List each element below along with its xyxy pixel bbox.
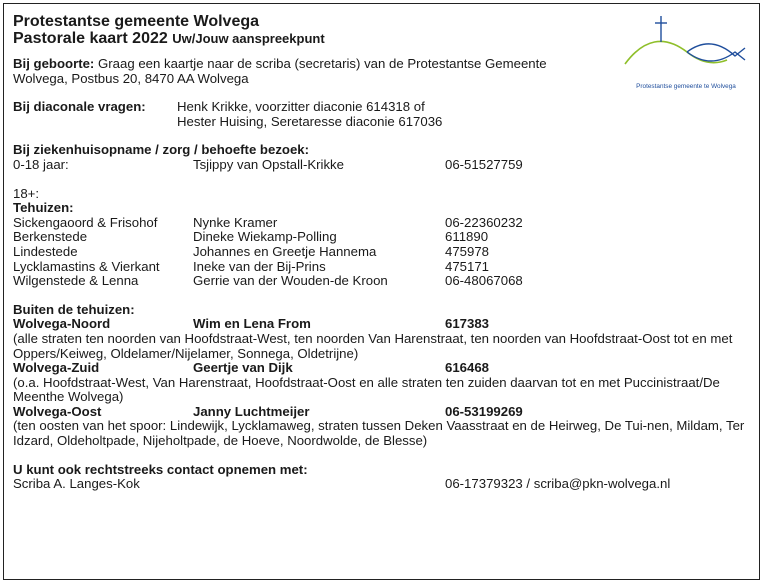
ziekenhuis-label: Bij ziekenhuisopname / zorg / behoefte bezoek: (13, 142, 310, 158)
table-row (13, 216, 750, 231)
pastoral-card (3, 3, 760, 580)
diaconaal-section (13, 100, 750, 129)
contact-name: Ineke van der Bij-Prins (193, 258, 326, 274)
area: Wolvega-Oost (13, 403, 102, 419)
logo-text: Protestantse gemeente te Wolvega (636, 83, 736, 90)
area-row (13, 361, 750, 376)
area: Wolvega-Noord (13, 316, 111, 332)
page-subtitle (13, 30, 750, 47)
diaconaal-label: Bij diaconale vragen: (13, 99, 146, 115)
place: Lycklamastins & Vierkant (13, 258, 160, 274)
geboorte-text2: Wolvega, Postbus 20, 8470 AA Wolvega (13, 70, 249, 86)
tehuizen-label: Tehuizen: (13, 200, 74, 216)
place: Lindestede (13, 243, 78, 259)
phone: 06-48067068 (445, 273, 523, 289)
geboorte-text: Graag een kaartje naar de scriba (secretaris) van de Protestantse Gemeente (98, 56, 547, 71)
contact-row (13, 477, 750, 492)
table-row (13, 274, 750, 289)
contact-section (13, 463, 750, 492)
area-desc: (ten oosten van het spoor: Lindewijk, Lycklamaweg, straten tussen Deken Vaasstraat en de Heirweg, De Tui-nen, Mildam, Ter Idzard, Oldeholtpade, Nijeholtpade, de Hoeve, Noordwolde, de Blesse) (13, 418, 745, 449)
youth-phone: 06-51527759 (445, 156, 523, 172)
area-desc: (o.a. Hoofdstraat-West, Van Harenstraat, Hoofdstraat-Oost en alle straten ten zuiden daarvan tot en met Puccinistraat/De Meenthe Wolvega) (13, 374, 720, 405)
place: Berkenstede (13, 229, 88, 245)
youth-row (13, 158, 750, 173)
ziekenhuis-section (13, 143, 750, 288)
contact-name: Wim en Lena From (193, 316, 311, 332)
phone: 06-53199269 (445, 403, 523, 419)
place: Wilgenstede & Lenna (13, 273, 139, 289)
contact-name: Janny Luchtmeijer (193, 403, 310, 419)
geboorte-label: Bij geboorte: (13, 56, 95, 71)
geboorte-section (13, 57, 750, 86)
diaconaal-line1: Henk Krikke, voorzitter diaconie 614318 of (177, 99, 425, 115)
contact-name: Nynke Kramer (193, 214, 278, 230)
contact-label: U kunt ook rechtstreeks contact opnemen met: (13, 461, 308, 477)
place: Sickengaoord & Frisohof (13, 214, 158, 230)
area: Wolvega-Zuid (13, 360, 100, 376)
scriba-contact-details: 06-17379323 / scriba@pkn-wolvega.nl (445, 476, 671, 492)
buiten-section (13, 303, 750, 449)
youth-name: Tsjippy van Opstall-Krikke (193, 156, 344, 172)
phone: 06-22360232 (445, 214, 523, 230)
contact-name: Geertje van Dijk (193, 360, 293, 376)
phone: 611890 (445, 229, 489, 245)
youth-age: 0-18 jaar: (13, 156, 69, 172)
phone: 475978 (445, 243, 490, 259)
diaconaal-line2: Hester Huising, Seretaresse diaconie 617036 (177, 113, 443, 129)
table-row (13, 230, 750, 245)
contact-name: Gerrie van der Wouden-de Kroon (193, 273, 388, 289)
page-title: Protestantse gemeente Wolvega (13, 13, 260, 30)
card-content (13, 13, 750, 492)
table-row (13, 245, 750, 260)
scriba-name: Scriba A. Langes-Kok (13, 476, 140, 492)
area-desc: (alle straten ten noorden van Hoofdstraat-West, ten noorden Van Harenstraat, ten noorden van Hoofdstraat-Oost tot en met Oppers/Keiweg, Oldelamer/Nijelamer, Sonnega, Oldetrijne) (13, 330, 733, 361)
adult-label: 18+: (13, 185, 40, 201)
phone: 617383 (445, 316, 490, 332)
area-row (13, 317, 750, 332)
contact-name: Johannes en Greetje Hannema (193, 243, 377, 259)
subtitle-main: Pastorale kaart 2022 (13, 30, 168, 47)
subtitle-small: Uw/Jouw aanspreekpunt (172, 31, 325, 46)
buiten-label: Buiten de tehuizen: (13, 301, 135, 317)
contact-name: Dineke Wiekamp-Polling (193, 229, 337, 245)
phone: 475171 (445, 258, 490, 274)
area-row (13, 405, 750, 420)
phone: 616468 (445, 360, 490, 376)
table-row (13, 260, 750, 275)
